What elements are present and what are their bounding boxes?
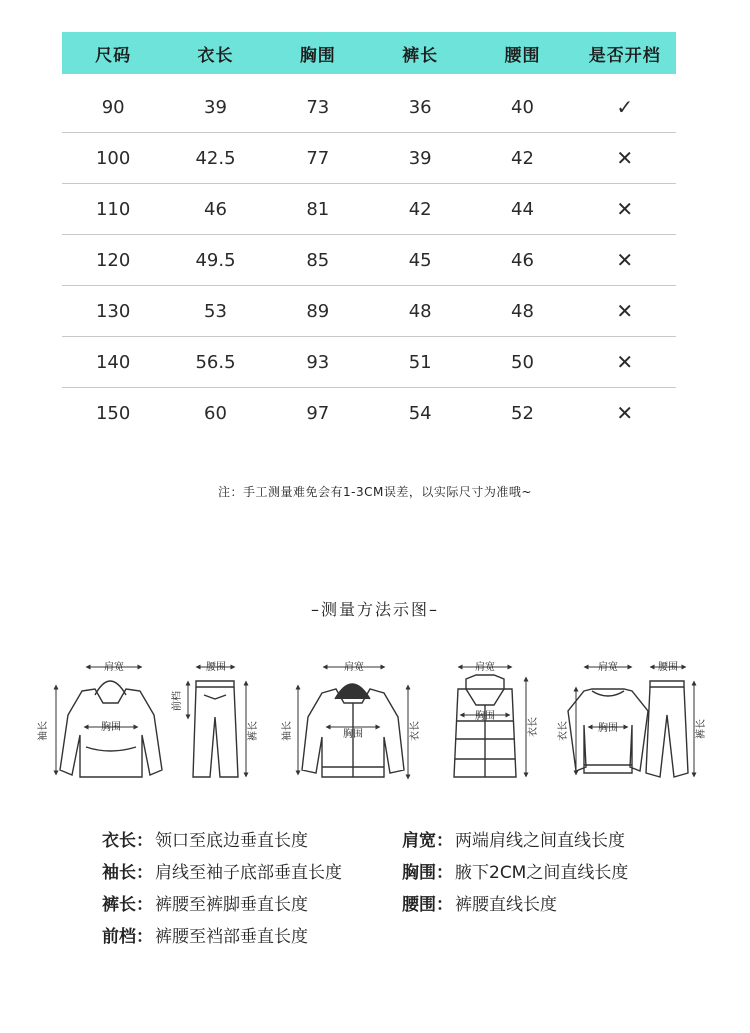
cell-length: 39: [204, 96, 227, 118]
definition-desc: 裤腰至裆部垂直长度: [155, 927, 308, 947]
table-row: [62, 235, 676, 286]
cell-size: 90: [101, 96, 125, 118]
diagrams-svg: [0, 655, 750, 790]
cell-waist: 44: [511, 198, 534, 220]
vest-icon: [454, 675, 516, 777]
definition-desc: 腋下2CM之间直线长度: [455, 863, 629, 883]
definition-item: 胸围： 腋下2CM之间直线长度: [402, 863, 629, 883]
definition-item: 肩宽： 两端肩线之间直线长度: [402, 831, 625, 851]
cell-waist: 40: [511, 96, 534, 118]
definition-term: 衣长: [102, 831, 136, 851]
definition-term: 肩宽: [402, 831, 436, 851]
cell-pants-length: 54: [408, 402, 432, 424]
definition-term: 裤长: [102, 895, 136, 915]
table-row: [62, 388, 676, 438]
header-waist: 腰围: [504, 45, 541, 66]
table-row: [62, 286, 676, 337]
label-sleeve: 袖长: [38, 721, 49, 741]
cell-size: 110: [95, 198, 131, 220]
joggers-icon: [646, 681, 688, 777]
header-chest: 胸围: [299, 45, 336, 66]
definition-term: 腰围: [402, 895, 436, 915]
label-waist: 腰围: [206, 662, 226, 673]
cell-length: 53: [204, 300, 227, 322]
cell-chest: 97: [306, 402, 330, 424]
label-pants-length: 裤长: [696, 719, 707, 739]
cell-chest: 85: [306, 249, 330, 271]
label-chest: 胸围: [343, 729, 363, 740]
cell-length: 49.5: [195, 249, 236, 271]
definition-desc: 肩线至袖子底部垂直长度: [155, 863, 342, 883]
cell-pants-length: 48: [408, 300, 432, 322]
label-chest: 胸围: [598, 723, 618, 734]
cell-pants-length: 42: [408, 198, 432, 220]
cell-pants-length: 39: [408, 147, 432, 169]
cross-icon: ✕: [616, 146, 634, 170]
table-body: [62, 82, 676, 438]
cell-size: 100: [95, 147, 131, 169]
label-body-length: 衣长: [558, 721, 569, 741]
section-title: –测量方法示图–: [310, 600, 439, 619]
label-chest: 胸围: [475, 711, 495, 722]
cell-length: 46: [204, 198, 227, 220]
pants-icon: [193, 681, 238, 777]
cross-icon: ✕: [616, 197, 634, 221]
cell-length: 42.5: [195, 147, 236, 169]
label-shoulder: 肩宽: [475, 662, 495, 673]
header-open-crotch: 是否开档: [588, 45, 661, 66]
cell-size: 140: [95, 351, 131, 373]
cell-chest: 81: [306, 198, 330, 220]
cell-size: 150: [95, 402, 131, 424]
cell-pants-length: 51: [408, 351, 432, 373]
definition-item: 裤长： 裤腰至裤脚垂直长度: [102, 895, 308, 915]
cell-waist: 48: [511, 300, 534, 322]
table-row: [62, 184, 676, 235]
cell-waist: 50: [511, 351, 534, 373]
definition-item: 腰围： 裤腰直线长度: [402, 895, 557, 915]
measurement-diagrams: [0, 655, 750, 790]
definition-item: 前档： 裤腰至裆部垂直长度: [102, 927, 308, 947]
definition-desc: 裤腰直线长度: [455, 895, 557, 915]
cross-icon: ✕: [616, 401, 634, 425]
definition-desc: 两端肩线之间直线长度: [455, 831, 625, 851]
size-table: [62, 32, 676, 438]
definition-item: 衣长： 领口至底边垂直长度: [102, 831, 308, 851]
label-shoulder: 肩宽: [104, 662, 124, 673]
label-sleeve: 袖长: [282, 721, 293, 741]
label-waist: 腰围: [658, 662, 678, 673]
definition-desc: 裤腰至裤脚垂直长度: [155, 895, 308, 915]
definition-term: 袖长: [102, 863, 136, 883]
definition-desc: 领口至底边垂直长度: [155, 831, 308, 851]
header-pants-length: 裤长: [402, 45, 439, 66]
cell-pants-length: 45: [408, 249, 432, 271]
cell-chest: 77: [306, 147, 330, 169]
definition-term: 胸围: [402, 863, 436, 883]
cell-waist: 46: [511, 249, 534, 271]
cross-icon: ✕: [616, 299, 634, 323]
cell-length: 60: [204, 402, 227, 424]
cell-length: 56.5: [195, 351, 236, 373]
label-rise: 前档: [172, 691, 183, 711]
label-body-length: 衣长: [528, 717, 539, 737]
label-shoulder: 肩宽: [344, 662, 364, 673]
definition-term: 前档: [102, 927, 136, 947]
measurement-note: 注：手工测量难免会有1-3CM误差，以实际尺寸为准哦~: [218, 485, 532, 499]
table-row: [62, 337, 676, 388]
cell-waist: 52: [511, 402, 534, 424]
cell-waist: 42: [511, 147, 534, 169]
cell-chest: 89: [306, 300, 330, 322]
table-header: [62, 32, 676, 74]
cross-icon: ✕: [616, 350, 634, 374]
cross-icon: ✕: [616, 248, 634, 272]
label-chest: 胸围: [101, 722, 121, 733]
cell-pants-length: 36: [408, 96, 432, 118]
table-row: [62, 82, 676, 133]
definition-item: 袖长： 肩线至袖子底部垂直长度: [102, 863, 342, 883]
cell-chest: 93: [306, 351, 330, 373]
label-pants-length: 裤长: [248, 721, 259, 741]
cell-size: 120: [95, 249, 131, 271]
cell-size: 130: [95, 300, 131, 322]
label-shoulder: 肩宽: [598, 662, 618, 673]
header-length: 衣长: [197, 45, 234, 66]
check-icon: ✓: [616, 95, 634, 119]
header-size: 尺码: [95, 45, 132, 66]
label-body-length: 衣长: [410, 721, 421, 741]
table-row: [62, 133, 676, 184]
cell-chest: 73: [306, 96, 330, 118]
